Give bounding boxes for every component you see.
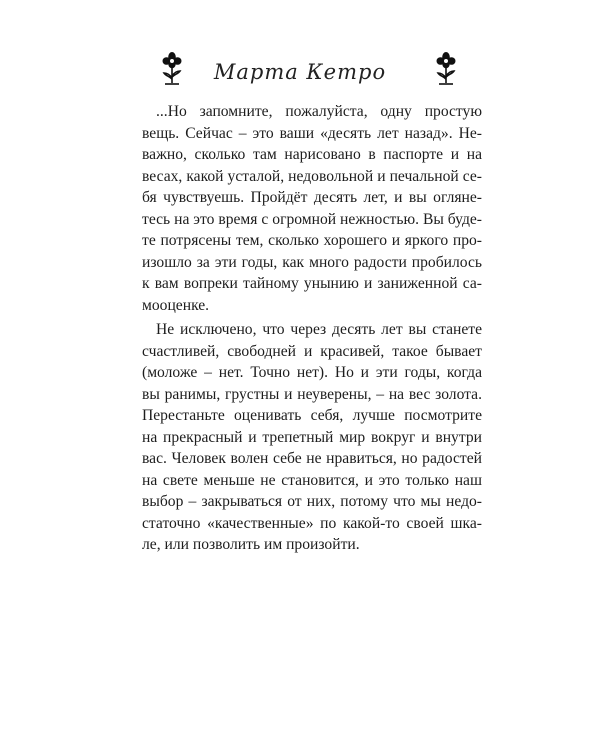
text-line: счастливей, свободней и красивей, такое бывает: [142, 342, 482, 360]
text-line: изошло за эти годы, как много радости пробилось: [142, 253, 482, 271]
text-line: мооценке.: [142, 296, 210, 314]
body-text: [142, 101, 482, 556]
text-line: на свете меньше не становится, и это только наш: [142, 471, 482, 489]
text-line: статочно «качественные» по какой-то своей шка-: [142, 514, 482, 532]
flower-icon: [435, 52, 457, 86]
text-line: ...Но запомните, пожалуйста, одну простую: [156, 103, 482, 120]
text-line: на прекрасный и трепетный мир вокруг и внутри: [142, 428, 482, 446]
paragraph: [142, 101, 482, 316]
text-line: Перестаньте оценивать себя, лучше посмотрите: [142, 407, 482, 424]
author-name: Марта Кетро: [213, 60, 387, 84]
text-line: ле, или позволить им произойти.: [142, 536, 360, 553]
text-line: вас. Человек волен себе не нравиться, но радостей: [142, 450, 482, 467]
text-line: тесь на это время с огромной нежностью. Вы буде-: [142, 210, 482, 228]
text-line: бя чувствуешь. Пройдёт десять лет, и вы огляне-: [142, 189, 482, 206]
text-line: вещь. Сейчас – это ваши «десять лет назад». Не-: [142, 124, 482, 142]
text-line: к вам вопреки тайному унынию и заниженной са-: [142, 275, 482, 292]
text-line: выбор – закрываться от них, потому что мы недо-: [142, 493, 482, 510]
running-header: [0, 52, 600, 92]
paragraph: [142, 319, 482, 556]
text-line: те потрясены тем, сколько хорошего и яркого про-: [142, 232, 482, 249]
text-line: (моложе – нет. Точно нет). Но и эти годы, когда: [142, 364, 482, 381]
text-line: вы ранимы, грустны и неуверены, – на вес золота.: [142, 385, 482, 403]
text-line: важно, сколько там нарисовано в паспорте и на: [142, 146, 482, 163]
text-line: Не исключено, что через десять лет вы станете: [156, 321, 482, 338]
text-line: весах, какой усталой, недовольной и печальной се-: [142, 167, 482, 185]
